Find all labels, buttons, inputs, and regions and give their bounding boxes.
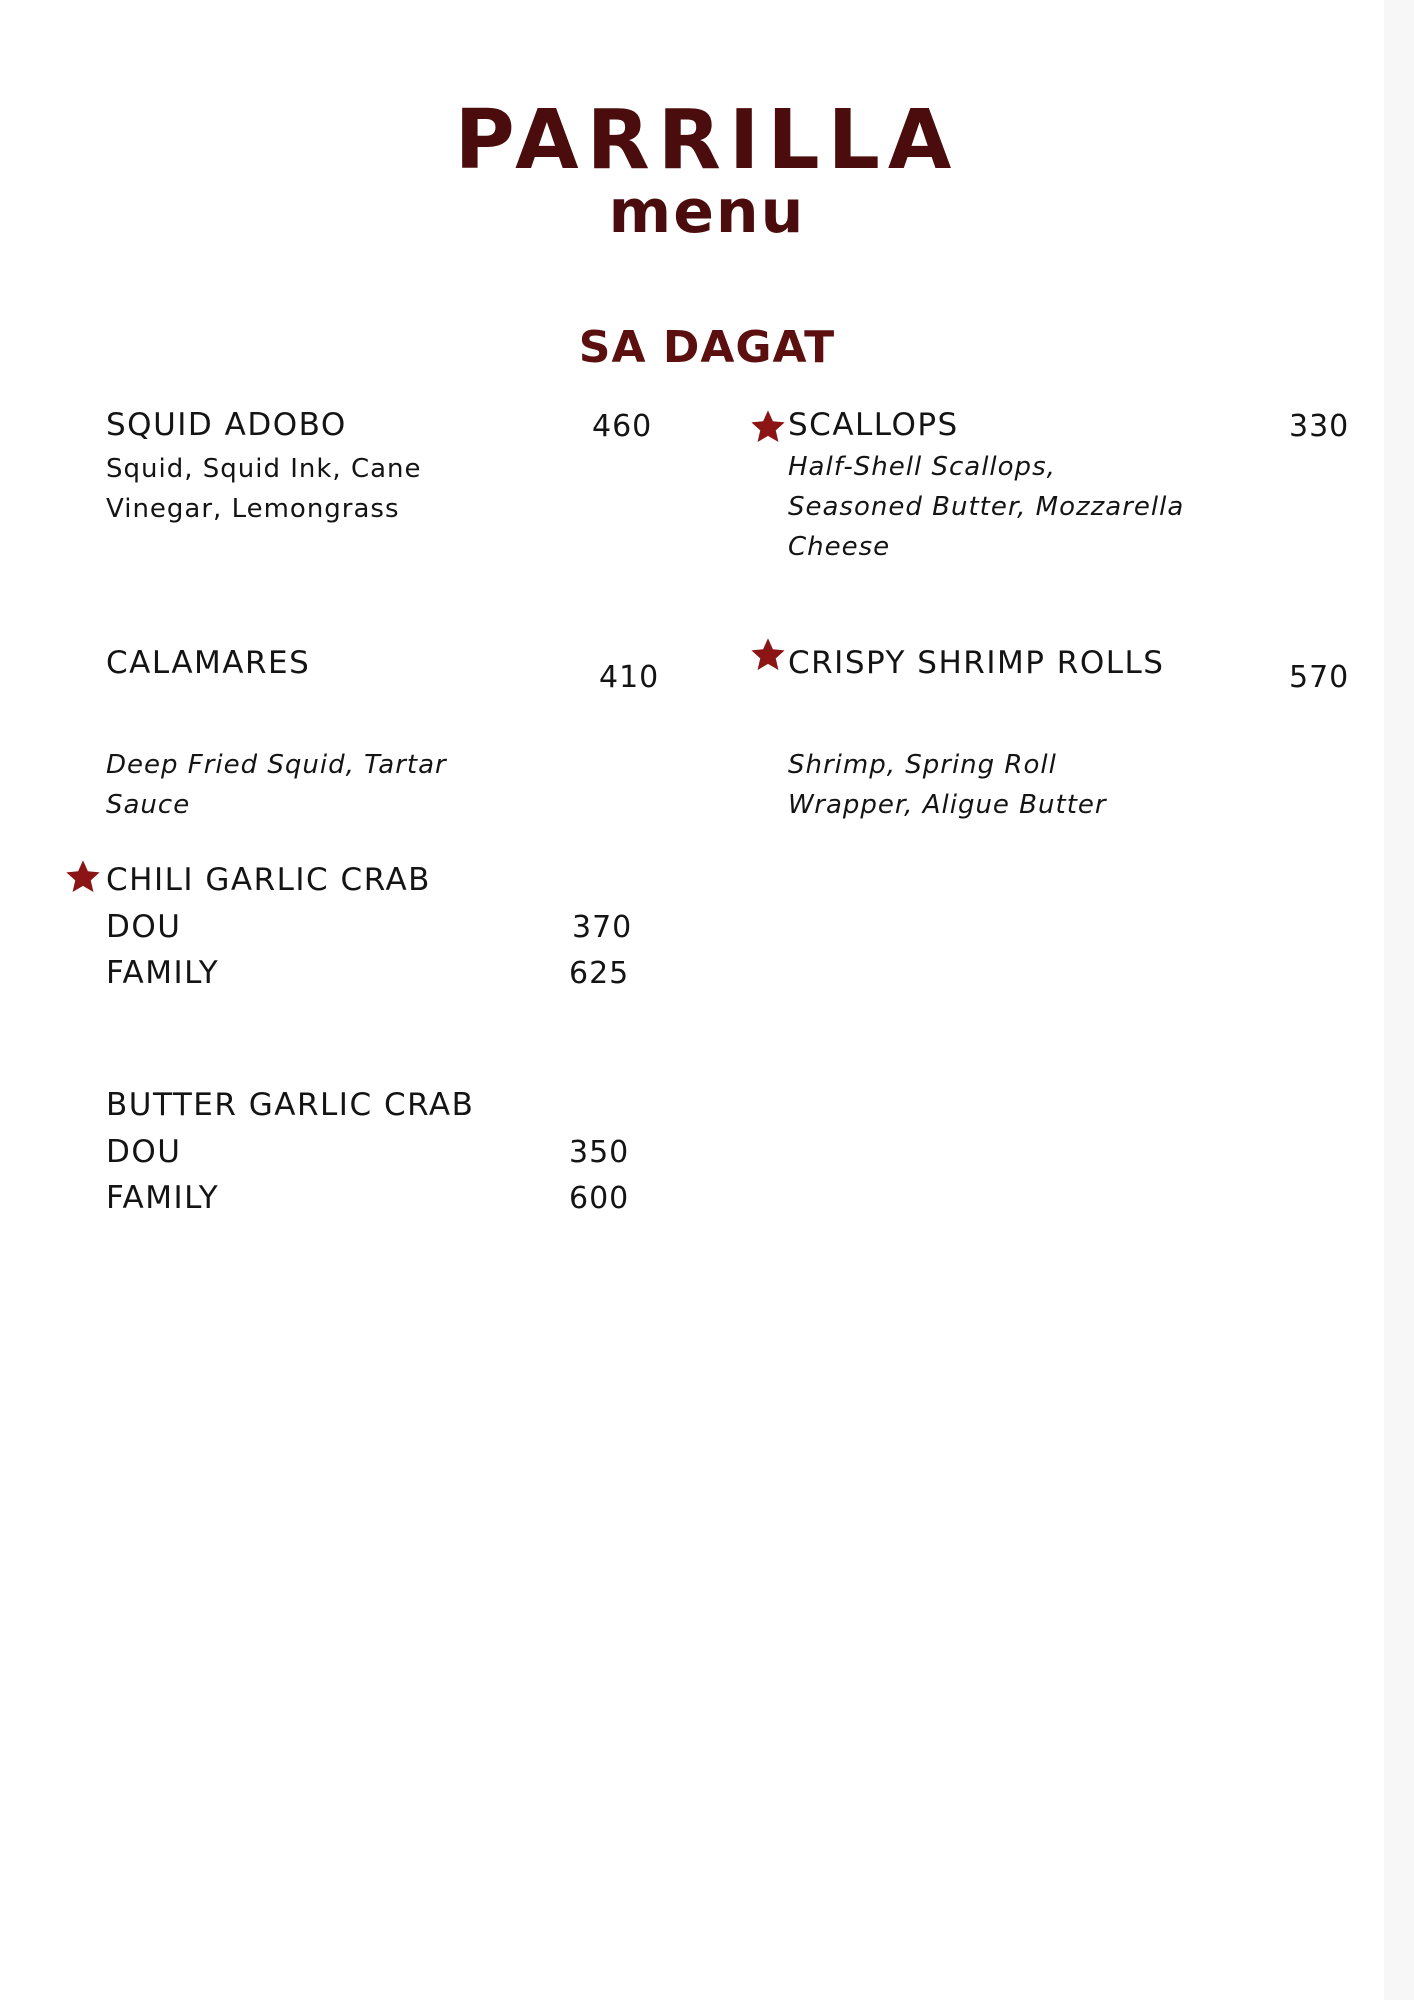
variant-price: 370	[572, 910, 633, 945]
item-price: 460	[592, 409, 653, 444]
menu-subtitle: menu	[608, 177, 806, 247]
variant-label: FAMILY	[106, 1180, 220, 1216]
variant-price: 625	[569, 956, 630, 991]
variant-label: DOU	[106, 909, 182, 945]
variant-label: FAMILY	[106, 955, 220, 991]
item-price: 330	[1289, 409, 1350, 444]
page-edge	[1384, 0, 1414, 2000]
item-name: SCALLOPS	[788, 407, 959, 443]
variant-price: 350	[569, 1135, 630, 1170]
item-name: CRISPY SHRIMP ROLLS	[788, 645, 1165, 681]
star-icon	[749, 636, 787, 674]
variant-price: 600	[569, 1181, 630, 1216]
item-name: SQUID ADOBO	[106, 407, 347, 443]
item-name: CALAMARES	[106, 645, 311, 681]
star-icon	[64, 858, 102, 896]
item-description: Squid, Squid Ink, Cane Vinegar, Lemongrass	[106, 454, 422, 524]
section-title: SA DAGAT	[578, 322, 836, 373]
item-description: Half-Shell Scallops, Seasoned Butter, Mozzarella Cheese	[788, 452, 1185, 562]
item-price: 570	[1289, 660, 1350, 695]
item-description: Shrimp, Spring Roll Wrapper, Aligue Butter	[788, 750, 1107, 820]
item-name: BUTTER GARLIC CRAB	[106, 1087, 475, 1123]
item-price: 410	[599, 660, 660, 695]
item-description: Deep Fried Squid, Tartar Sauce	[106, 750, 447, 820]
restaurant-name: PARRILLA	[454, 93, 960, 188]
item-name: CHILI GARLIC CRAB	[106, 862, 431, 898]
star-icon	[749, 408, 787, 446]
variant-label: DOU	[106, 1134, 182, 1170]
